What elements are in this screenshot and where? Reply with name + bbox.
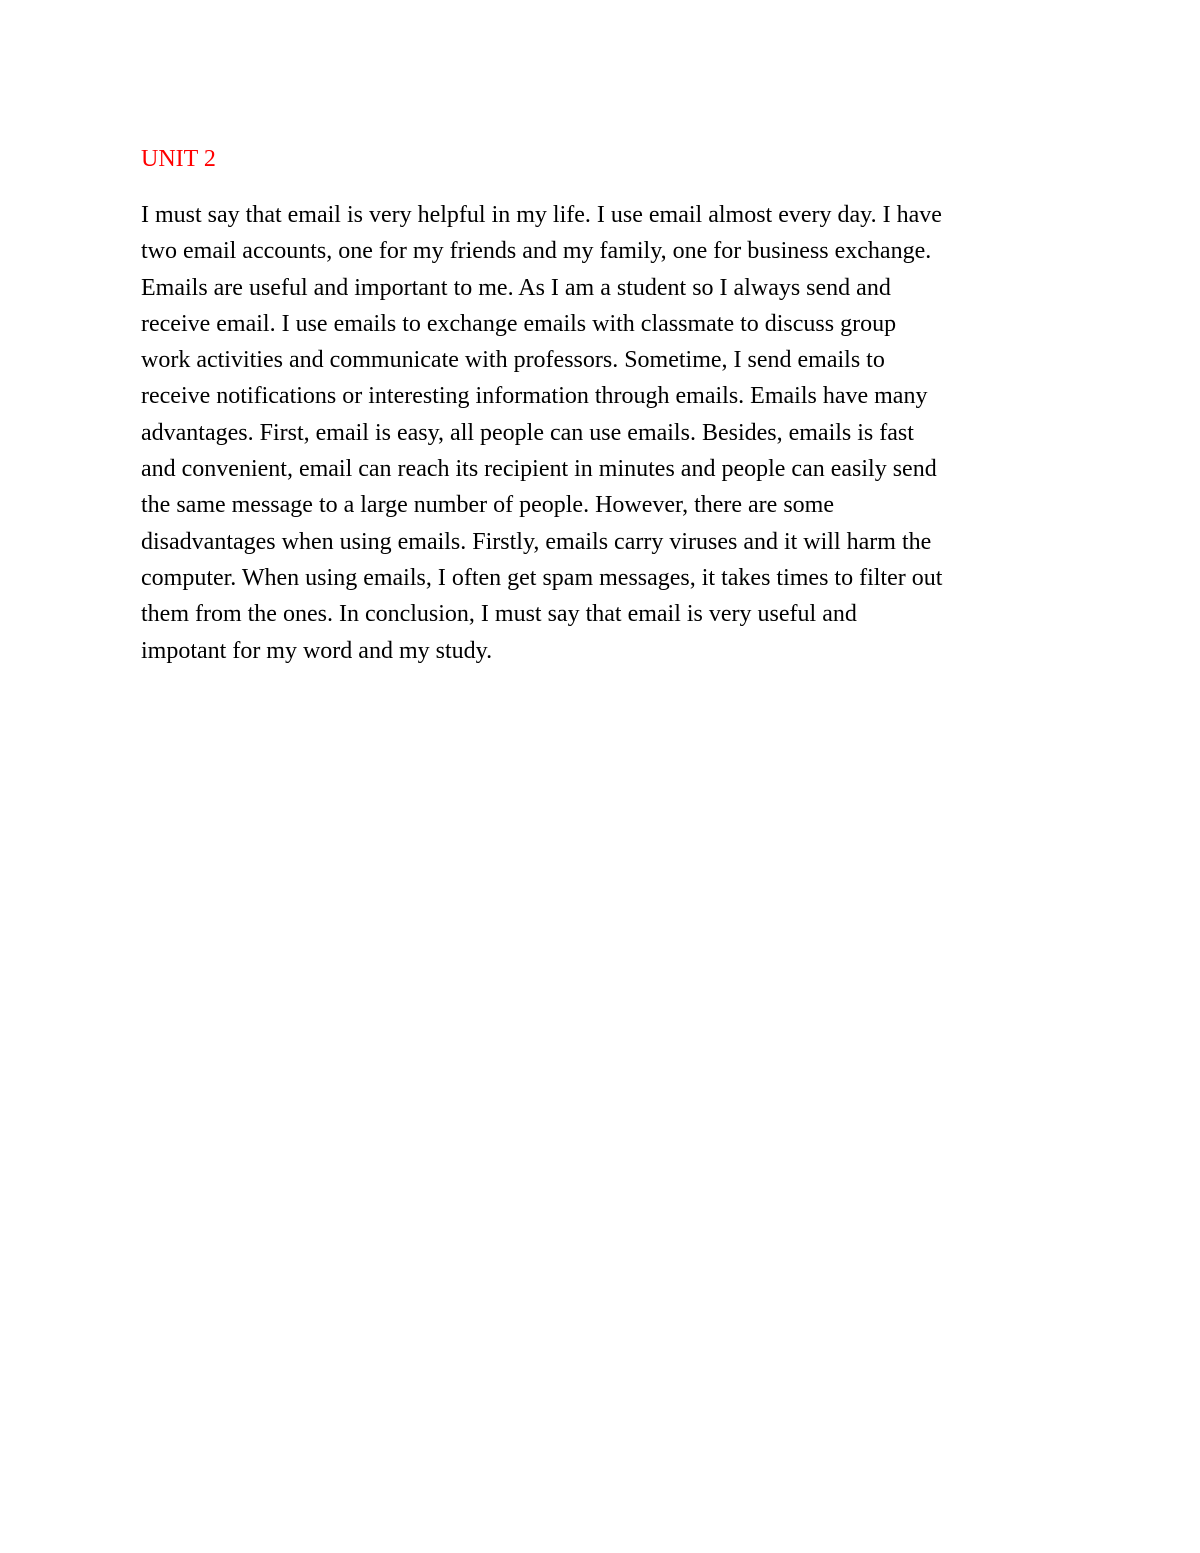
paragraph-line: two email accounts, one for my friends and my family, one for business exchange.	[141, 238, 932, 265]
paragraph-line: computer. When using emails, I often get spam messages, it takes times to filter out	[141, 564, 943, 591]
paragraph-line: them from the ones. In conclusion, I must say that email is very useful and	[141, 601, 857, 628]
paragraph-line: receive email. I use emails to exchange emails with classmate to discuss group	[141, 310, 897, 337]
unit-heading: UNIT 2	[141, 146, 216, 172]
paragraph-line: receive notifications or interesting information through emails. Emails have many	[141, 383, 928, 410]
paragraph-line: advantages. First, email is easy, all people can use emails. Besides, emails is fast	[141, 419, 914, 446]
paragraph-line: the same message to a large number of people. However, there are some	[141, 492, 834, 519]
paragraph-line: disadvantages when using emails. Firstly, emails carry viruses and it will harm the	[141, 528, 932, 555]
paragraph-line: Emails are useful and important to me. As I am a student so I always send and	[141, 274, 891, 301]
paragraph-line: impotant for my word and my study.	[141, 637, 493, 664]
paragraph-line: I must say that email is very helpful in my life. I use email almost every day. I have	[141, 202, 942, 228]
paragraph-line: and convenient, email can reach its recipient in minutes and people can easily send	[141, 456, 937, 483]
essay-paragraph	[141, 197, 1071, 669]
paragraph-line: work activities and communicate with professors. Sometime, I send emails to	[141, 347, 885, 374]
